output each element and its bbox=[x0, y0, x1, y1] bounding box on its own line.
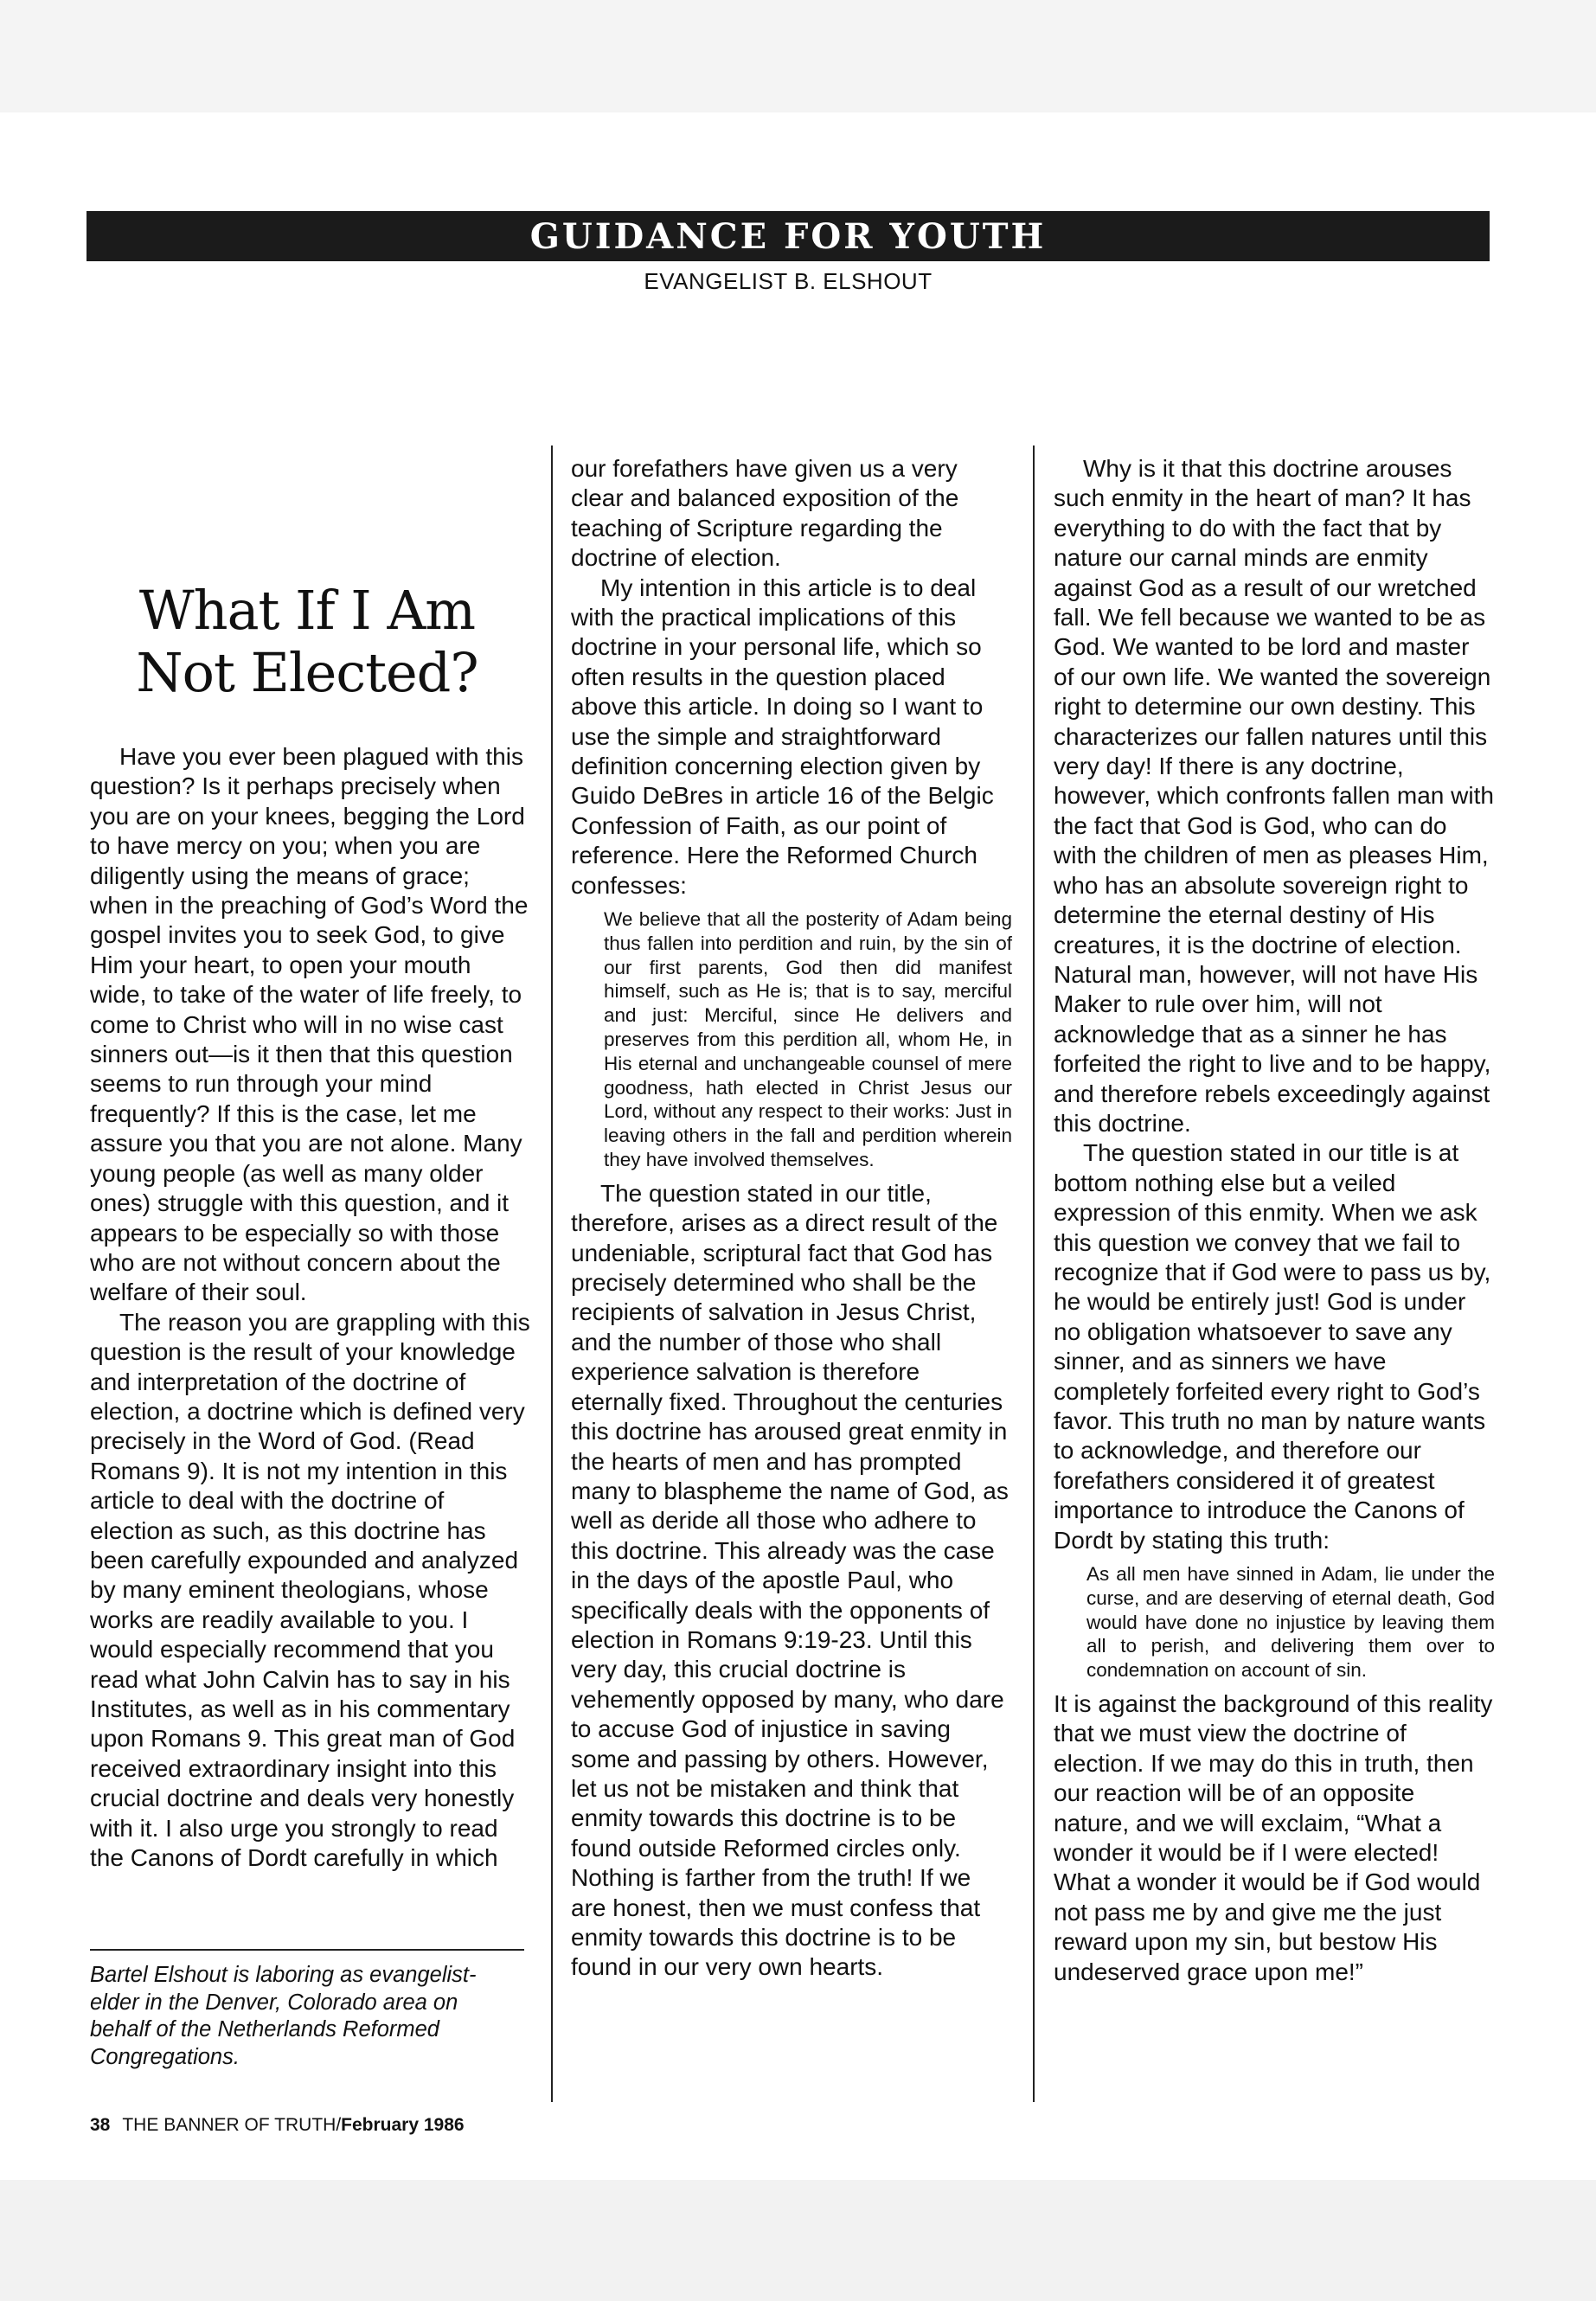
section-title: GUIDANCE FOR YOUTH bbox=[529, 215, 1047, 257]
publication-name: THE BANNER OF TRUTH/ bbox=[122, 2115, 342, 2135]
paragraph: our forefathers have given us a very clear and balanced exposition of the teaching of Scripture regarding the doctrine of election. bbox=[571, 455, 959, 572]
column-1 bbox=[90, 742, 533, 1873]
article-title-line-2: Not Elected? bbox=[136, 641, 478, 704]
article-title-line-1: What If I Am bbox=[138, 579, 476, 642]
column-divider bbox=[551, 445, 553, 2102]
column-divider bbox=[1033, 445, 1035, 2102]
author-byline: EVANGELIST B. ELSHOUT bbox=[644, 268, 933, 294]
article-title bbox=[87, 580, 528, 704]
paragraph: It is against the background of this reality that we must view the doctrine of election. If we may do this in truth, then our reaction will be of an opposite nature, and we will exclaim, “What a wonder it would be if I were elected! What a wonder it would be if God would not pass me by and give me the just reward upon my sin, but bestow His undeserved grace upon me!” bbox=[1054, 1690, 1493, 1985]
paragraph: Why is it that this doctrine arouses such enmity in the heart of man? It has everything to do with the fact that by nature our carnal minds are enmity against God as a result of our wretched fall. We fell because we wanted to be as God. We wanted to be lord and master of our own life. We wanted the sovereign right to determine our own destiny. This characterizes our fallen natures until this very day! If there is any doctrine, however, which confronts fallen man with the fact that God is God, who can do with the children of men as pleases Him, who has an absolute sovereign right to determine the eternal destiny of His creatures, it is the doctrine of election. Natural man, however, will not have His Maker to rule over him, will not acknowledge that as a sinner he has forfeited the right to live and to be happy, and therefore rebels exceedingly against this doctrine. bbox=[1054, 455, 1494, 1137]
paragraph: The question stated in our title, therefore, arises as a direct result of the undeniable, scriptural fact that God has precisely determined who shall be the recipients of salvation in Jesus Christ, and the number of those who shall experience salvation is therefore eternally fixed. Throughout the centuries this doctrine has aroused great enmity in the hearts of men and has prompted many to blaspheme the name of God, as well as deride all those who adhere to this doctrine. This already was the case in the days of the apostle Paul, who specifically deals with the opponents of election in Romans 9:19-23. Until this very day, this crucial doctrine is vehemently opposed by many, who dare to accuse God of injustice in saving some and passing by others. However, let us not be mistaken and think that enmity towards this doctrine is to be found outside Reformed circles only. Nothing is farther from the truth! If we are honest, then we must confess that enmity towards this doctrine is to be found in our very own hearts. bbox=[571, 1179, 1009, 1981]
paragraph: My intention in this article is to deal with the practical implications of this doctrine in your personal life, which so often results in the question placed above this article. In doing so I want to use the simple and straightforward definition concerning election given by Guido DeBres in article 16 of the Belgic Confession of Faith, as our point of reference. Here the Reformed Church confesses: bbox=[571, 574, 994, 899]
section-banner bbox=[87, 211, 1490, 261]
column-3 bbox=[1054, 454, 1495, 1987]
scan-margin-top bbox=[0, 0, 1596, 112]
issue-date: February 1986 bbox=[341, 2115, 465, 2135]
column-2 bbox=[571, 454, 1012, 1983]
bio-divider bbox=[90, 1949, 524, 1951]
paragraph: Have you ever been plagued with this question? Is it perhaps precisely when you are on your knees, begging the Lord to have mercy on you; when you are diligently using the means of grace; when in the preaching of God’s Word the gospel invites you to seek God, to give Him your heart, to open your mouth wide, to take of the water of life freely, to come to Christ who will in no wise cast sinners out—is it then that this question seems to run through your mind frequently? If this is the case, let me assure you that you are not alone. Many young people (as well as many older ones) struggle with this question, and it appears to be especially so with those who are not without concern about the welfare of their soul. bbox=[90, 743, 529, 1306]
scan-margin-bottom bbox=[0, 2180, 1596, 2301]
page-footer bbox=[90, 2115, 465, 2136]
author-bio: Bartel Elshout is laboring as evangelist-elder in the Denver, Colorado area on behalf of the Netherlands Reformed Congregations. bbox=[90, 1963, 477, 2069]
belgic-confession-quote: We believe that all the posterity of Adam being thus fallen into perdition and ruin, by the sin of our first parents, God then did manifest himself, such as He is; that is to say, merciful and just: Merciful, since He delivers and preserves from this perdition all, whom He, in His eternal and unchangeable counsel of mere goodness, hath elected in Christ Jesus our Lord, without any respect to their works: Just in leaving others in the fall and perdition wherein they have involved themselves. bbox=[604, 908, 1012, 1171]
canons-of-dordt-quote: As all men have sinned in Adam, lie under the curse, and are deserving of eternal death, God would have done no injustice by leaving them all to perish, and delivering them over to condemnation on account of sin. bbox=[1086, 1563, 1495, 1682]
page-number: 38 bbox=[90, 2115, 111, 2135]
paragraph: The reason you are grappling with this question is the result of your knowledge and interpretation of the doctrine of election, a doctrine which is defined very precisely in the Word of God. (Read Romans 9). It is not my intention in this article to deal with the doctrine of election as such, as this doctrine has been carefully expounded and analyzed by many eminent theologians, whose works are readily available to you. I would especially recommend that you read what John Calvin has to say in his Institutes, as well as in his commentary upon Romans 9. This great man of God received extraordinary insight into this crucial doctrine and deals very honestly with it. I also urge you strongly to read the Canons of Dordt carefully in which bbox=[90, 1308, 530, 1872]
paragraph: The question stated in our title is at bottom nothing else but a veiled expression of this enmity. When we ask this question we convey that we fail to recognize that if God were to pass us by, he would be entirely just! God is under no obligation whatsoever to save any sinner, and as sinners we have completely forfeited every right to God’s favor. This truth no man by nature wants to acknowledge, and therefore our forefathers considered it of greatest importance to introduce the Canons of Dordt by stating this truth: bbox=[1054, 1139, 1491, 1554]
